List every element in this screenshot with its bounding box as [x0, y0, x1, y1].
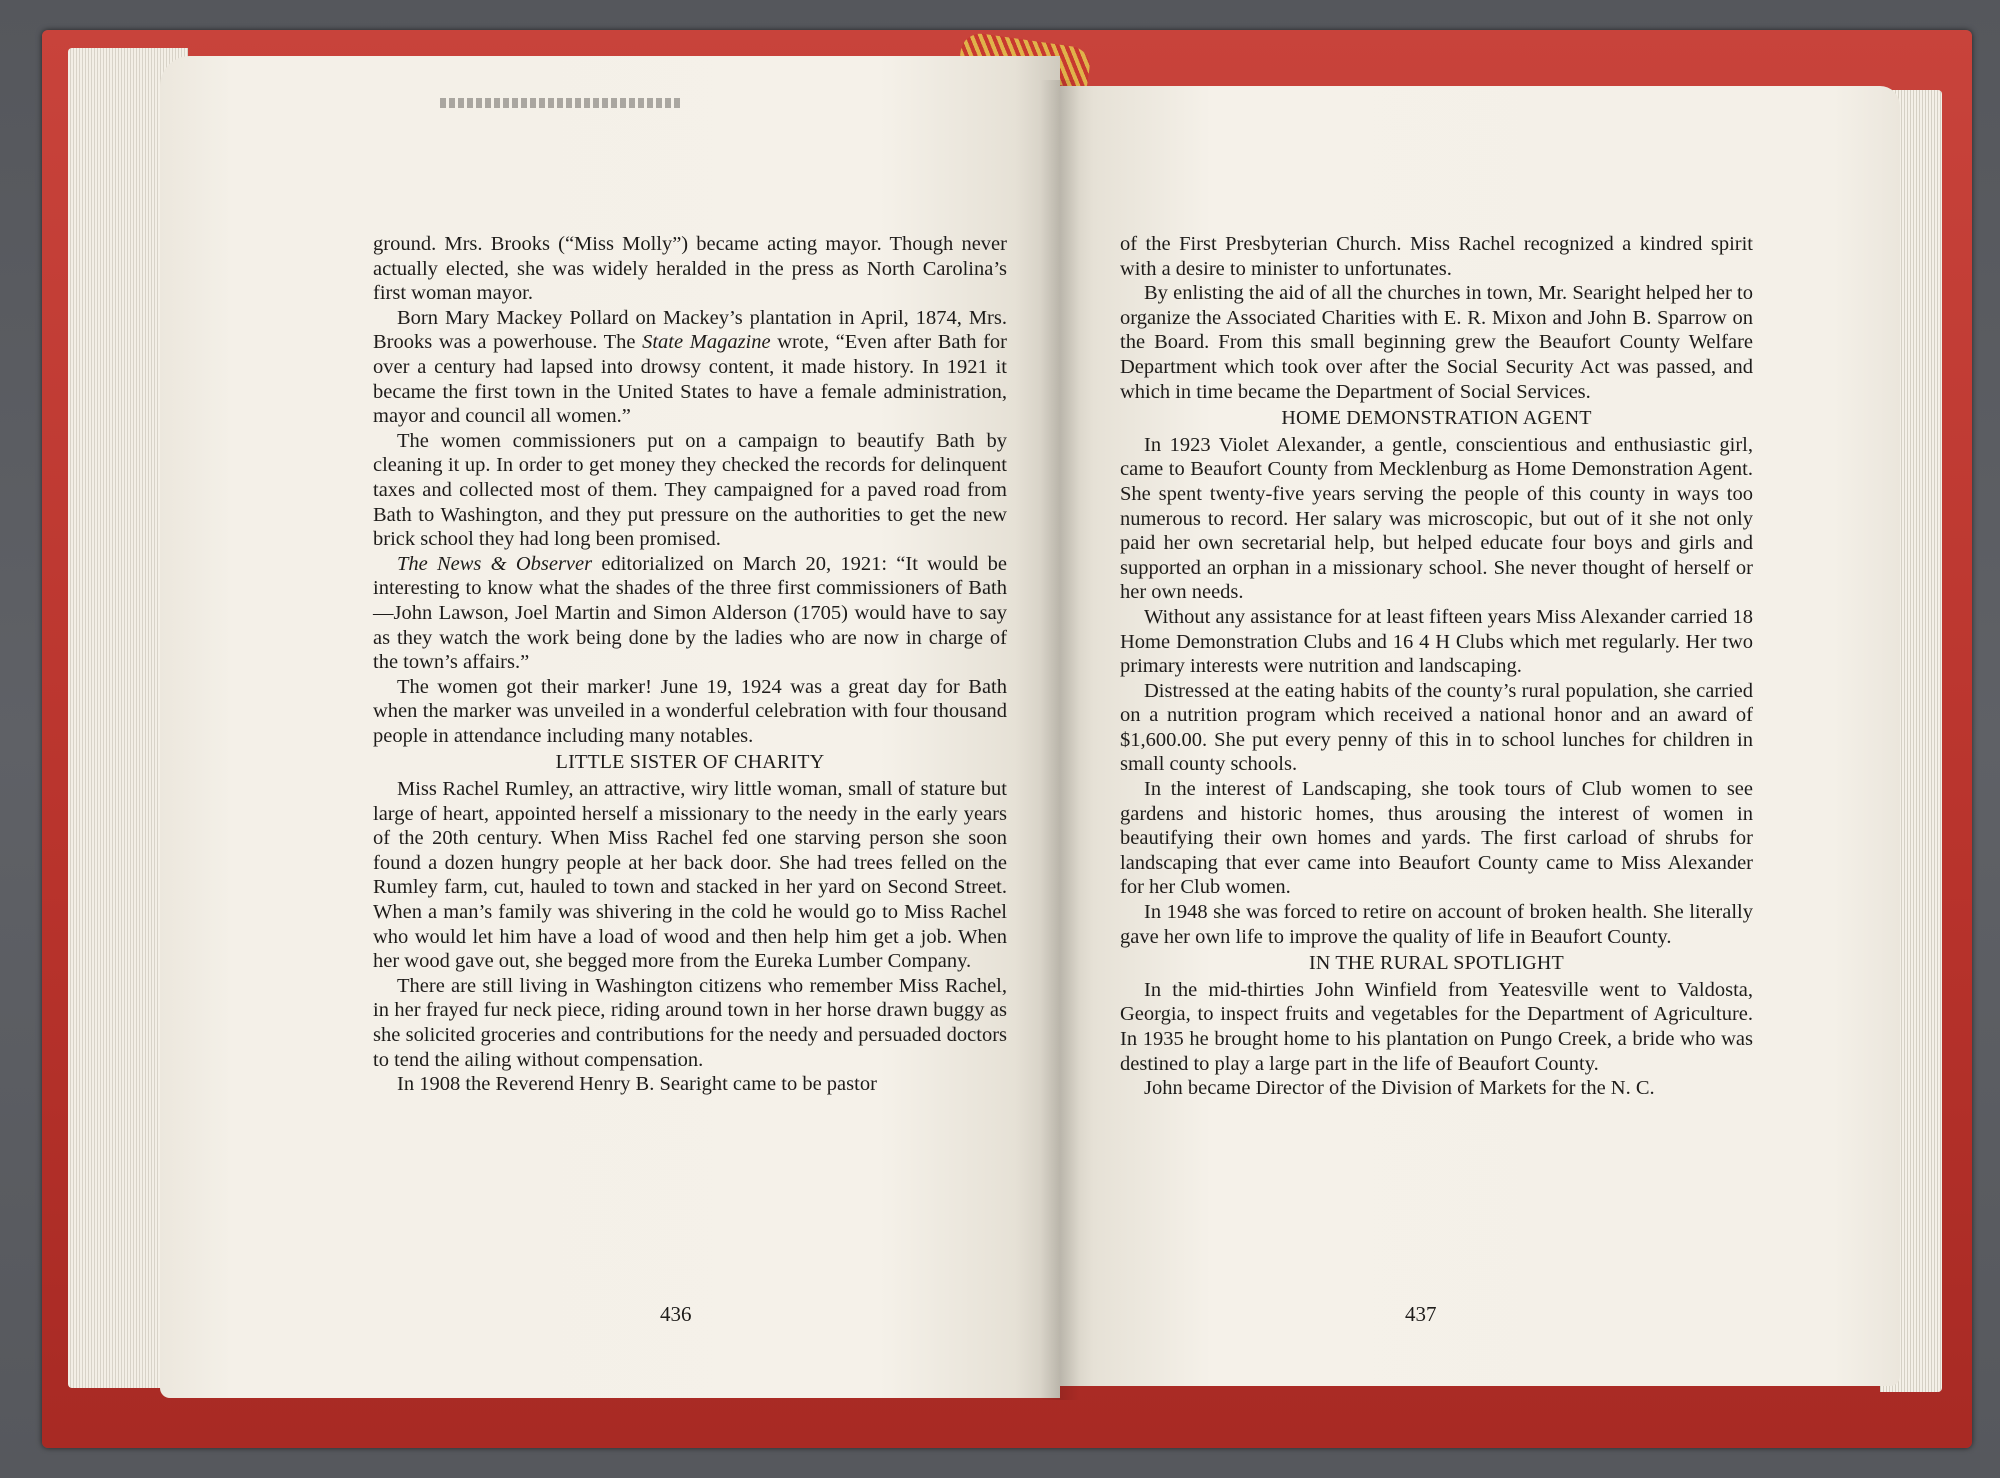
paragraph: In 1923 Violet Alexander, a gentle, conscientious and enthusiastic girl, came to Beaufort County from Mecklenburg as Home Demonstration Agent. She spent twenty-five years serving the people of this county in ways too numerous to record. Her salary was microscopic, but out of it she not only paid her own secretarial help, but helped educate four boys and girls and supported an orphan in a missionary school. She never thought of herself or her own needs.	[1120, 433, 1753, 604]
section-heading: HOME DEMONSTRATION AGENT	[1281, 407, 1592, 430]
paragraph: John became Director of the Division of Markets for the N. C.	[1144, 1077, 1655, 1100]
left-page-text	[373, 232, 1007, 1097]
paragraph: In 1948 she was forced to retire on account of broken health. She literally gave her own life to improve the quality of life in Beaufort County.	[1120, 901, 1753, 948]
paragraph: The women got their marker! June 19, 1924 was a great day for Bath when the marker was unveiled in a wonderful celebration with four thousand people in attendance including many notables.	[373, 675, 1007, 747]
paragraph: In 1908 the Reverend Henry B. Searight came to be pastor	[397, 1073, 877, 1096]
paragraph: ground. Mrs. Brooks (“Miss Molly”) became acting mayor. Though never actually elected, she was widely heralded in the press as North Carolina’s first woman mayor.	[373, 233, 1007, 305]
text-run: Born Mary Mackey Pollard on Mackey’s plantation in April, 1874, Mrs. Brooks was a powerhouse. The	[373, 306, 1007, 354]
paragraph: There are still living in Washington citizens who remember Miss Rachel, in her frayed fur neck piece, riding around town in her horse drawn buggy as she solicited groceries and contributions for the needy and persuaded doctors to tend the ailing without compensation.	[373, 974, 1007, 1071]
book-gutter	[1040, 80, 1080, 1400]
right-page-text	[1120, 232, 1753, 1101]
paragraph: In the mid-thirties John Winfield from Yeatesville went to Valdosta, Georgia, to inspect fruits and vegetables for the Department of Agriculture. In 1935 he brought home to his plantation on Pungo Creek, a bride who was destined to play a large part in the life of Beaufort County.	[1120, 978, 1753, 1075]
bleed-through-running-head	[440, 98, 680, 108]
section-heading: IN THE RURAL SPOTLIGHT	[1309, 952, 1564, 975]
paragraph: Distressed at the eating habits of the county’s rural population, she carried on a nutrition program which received a national honor and an award of $1,600.00. She put every penny of this in to school lunches for children in small county schools.	[1120, 679, 1753, 776]
paragraph: Without any assistance for at least fifteen years Miss Alexander carried 18 Home Demonstration Clubs and 16 4 H Clubs which met regularly. Her two primary interests were nutrition and landscaping.	[1120, 605, 1753, 678]
text-run: wrote, “Even after Bath for over a century had lapsed into drowsy content, it made history. In 1921 it became the first town in the United States to have a female administration, mayor and council all women.”	[373, 331, 1007, 428]
paragraph: By enlisting the aid of all the churches in town, Mr. Searight helped her to organize the Associated Charities with E. R. Mixon and John B. Sparrow on the Board. From this small beginning grew the Beaufort County Welfare Department which took over after the Social Security Act was passed, and which in time became the Department of Social Services.	[1120, 282, 1753, 403]
section-heading: LITTLE SISTER OF CHARITY	[555, 751, 825, 774]
paragraph	[373, 306, 1007, 429]
paragraph: of the First Presbyterian Church. Miss Rachel recognized a kindred spirit with a desire to minister to unfortunates.	[1120, 233, 1753, 280]
paragraph	[373, 552, 1007, 675]
text-run: editorialized on March 20, 1921: “It would be interesting to know what the shades of the three first commissioners of Bath—John Lawson, Joel Martin and Simon Alderson (1705) would have to say as they watch the work being done by the ladies who are now in charge of the town’s affairs.”	[373, 552, 1008, 674]
page-number: 437	[1405, 1302, 1437, 1326]
paragraph: The women commissioners put on a campaign to beautify Bath by cleaning it up. In order to get money they checked the records for delinquent taxes and collected most of them. They campaigned for a paved road from Bath to Washington, and they put pressure on the authorities to get the new brick school they had long been promised.	[373, 429, 1007, 551]
paragraph: Miss Rachel Rumley, an attractive, wiry little woman, small of stature but large of heart, appointed herself a missionary to the needy in the early years of the 20th century. When Miss Rachel fed one starving person she soon found a dozen hungry people at her back door. She had trees felled on the Rumley farm, cut, hauled to town and stacked in her yard on Second Street. When a man’s family was shivering in the cold he would go to Miss Rachel who would let him have a load of wood and then help him get a job. When her wood gave out, she begged more from the Eureka Lumber Company.	[373, 778, 1007, 973]
page-number: 436	[660, 1302, 692, 1326]
publication-title: The News & Observer	[397, 552, 593, 575]
publication-title: State Magazine	[642, 331, 771, 354]
paragraph: In the interest of Landscaping, she took tours of Club women to see gardens and historic homes, thus arousing the interest of women in beautifying their own homes and yards. The first carload of shrubs for landscaping that ever came into Beaufort County came to Miss Alexander for her Club women.	[1120, 778, 1753, 899]
